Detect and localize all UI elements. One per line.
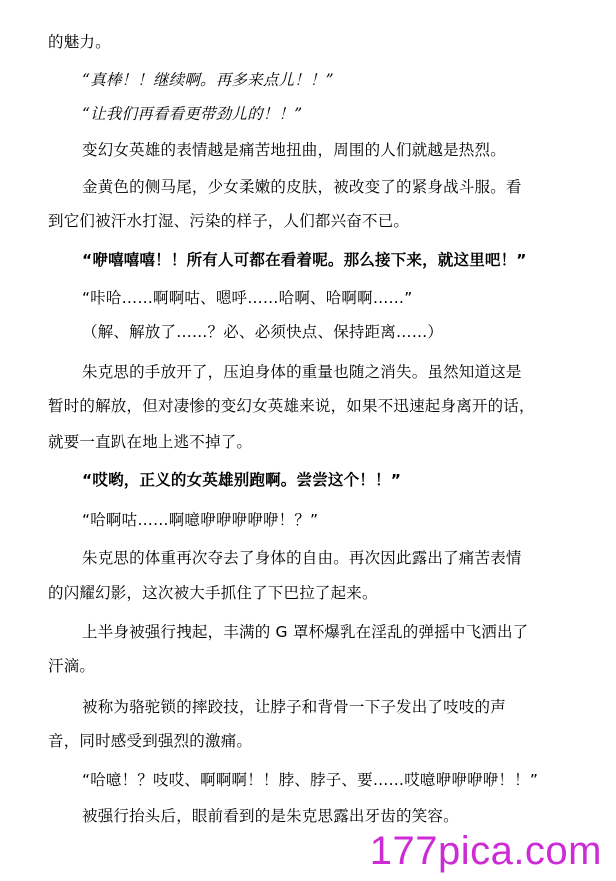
text-line: 汗滴。: [48, 657, 96, 675]
text-line: “真棒！！继续啊。再多来点儿！！”: [82, 71, 334, 89]
text-line: 朱克思的手放开了，压迫身体的重量也随之消失。虽然知道这是: [82, 363, 522, 381]
text-line: “哈噫！？吱哎、啊啊啊！！脖、脖子、要……哎噫咿咿咿咿！！”: [82, 771, 539, 789]
text-line: 被强行抬头后，眼前看到的是朱克思露出牙齿的笑容。: [82, 807, 459, 825]
text-line: 变幻女英雄的表情越是痛苦地扭曲，周围的人们就越是热烈。: [82, 141, 506, 159]
text-line: 金黄色的侧马尾，少女柔嫩的皮肤，被改变了的紧身战斗服。看: [82, 178, 522, 196]
text-line: 暂时的解放，但对凄惨的变幻女英雄来说，如果不迅速起身离开的话，: [48, 397, 535, 415]
text-line: 的闪耀幻影，这次被大手抓住了下巴拉了起来。: [48, 584, 378, 602]
text-line: “哈啊咕……啊噫咿咿咿咿咿！？”: [82, 511, 319, 529]
text-line: 上半身被强行拽起，丰满的 G 罩杯爆乳在淫乱的弹摇中飞洒出了: [82, 623, 529, 641]
text-line: （解、解放了……？必、必须快点、保持距离……）: [82, 323, 444, 341]
text-line: “哎哟，正义的女英雄别跑啊。尝尝这个！！”: [82, 471, 402, 489]
text-line: “让我们再看看更带劲儿的！！”: [82, 105, 303, 123]
text-line: “咿嘻嘻嘻！！所有人可都在看着呢。那么接下来，就这里吧！”: [82, 251, 527, 269]
text-line: 的魅力。: [48, 33, 111, 51]
text-line: 音，同时感受到强烈的激痛。: [48, 732, 253, 750]
text-line: 朱克思的体重再次夺去了身体的自由。再次因此露出了痛苦表情: [82, 549, 522, 567]
text-line: 被称为骆驼锁的摔跤技，让脖子和背骨一下子发出了吱吱的声: [82, 698, 506, 716]
text-line: “咔哈……啊啊咕、嗯呼……哈啊、哈啊啊……”: [82, 289, 413, 307]
text-line: 就要一直趴在地上逃不掉了。: [48, 433, 253, 451]
text-line: 到它们被汗水打湿、污染的样子，人们都兴奋不已。: [48, 212, 410, 230]
site-watermark: 177pica.com: [369, 829, 602, 873]
